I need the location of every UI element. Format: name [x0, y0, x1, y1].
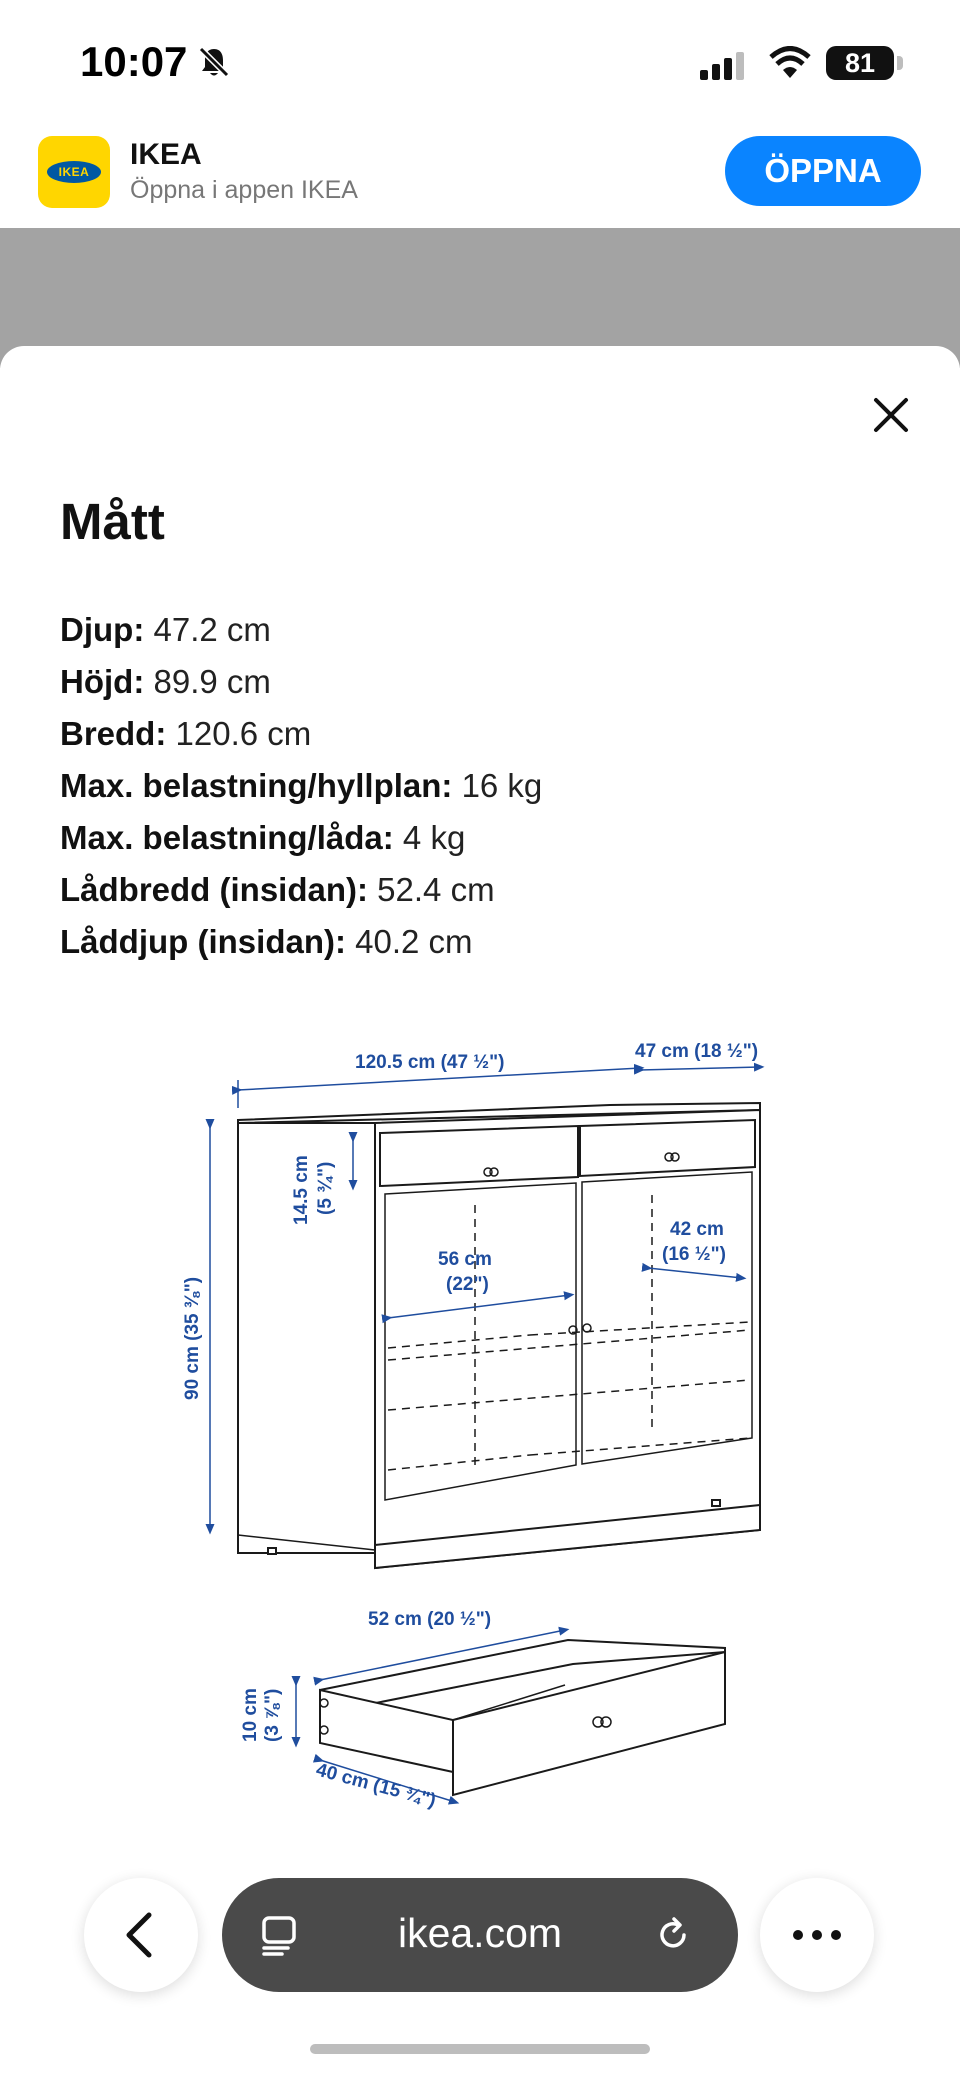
- ikea-logo-text: IKEA: [58, 165, 90, 179]
- dim-shelf-width-inch-label: (22"): [446, 1274, 489, 1295]
- sheet-title: Mått: [60, 493, 165, 550]
- battery-nub: [897, 56, 903, 70]
- dim-drawer-width-label: 52 cm (20 ½"): [368, 1609, 492, 1630]
- spec-row: [60, 864, 542, 916]
- close-icon[interactable]: [868, 392, 914, 438]
- signal-icon: [700, 50, 748, 80]
- dim-shelf-depth-inch-label: (16 ½"): [662, 1244, 726, 1265]
- dim-drawer-height-inch-label: (3 ⅞"): [262, 1688, 283, 1742]
- app-banner: [0, 122, 960, 228]
- back-icon: [84, 1878, 198, 1992]
- spec-row: [60, 812, 542, 864]
- drawer-front-right: [580, 1120, 755, 1176]
- spec-row: [60, 656, 542, 708]
- battery-icon: 81: [826, 46, 894, 80]
- status-time: 10:07: [80, 38, 188, 85]
- wifi-icon: [768, 46, 812, 80]
- back-button[interactable]: [84, 1878, 198, 1992]
- dimension-drawing: [170, 1030, 900, 1840]
- spec-value: 52.4 cm: [377, 871, 495, 908]
- address-bar[interactable]: [222, 1878, 738, 1992]
- spec-row: [60, 916, 542, 968]
- drawer-illustration: [320, 1640, 725, 1795]
- bell-slash-icon: [196, 44, 232, 80]
- spec-label: Max. belastning/hyllplan:: [60, 767, 453, 804]
- spec-value: 89.9 cm: [153, 663, 271, 700]
- spec-value: 120.6 cm: [175, 715, 312, 752]
- dim-drawer-depth-label: 40 cm (15 ¾"): [313, 1759, 439, 1812]
- spec-value: 16 kg: [461, 767, 543, 804]
- spec-label: Max. belastning/låda:: [60, 819, 394, 856]
- dim-drawer-height-inch-label: (5 ¾"): [315, 1161, 336, 1215]
- spec-list: [60, 604, 542, 968]
- spec-label: Bredd:: [60, 715, 167, 752]
- more-button[interactable]: [760, 1878, 874, 1992]
- spec-row: [60, 708, 542, 760]
- spec-label: Höjd:: [60, 663, 145, 700]
- spec-label: Lådbredd (insidan):: [60, 871, 368, 908]
- browser-toolbar: [0, 1860, 960, 2078]
- reload-icon[interactable]: [652, 1914, 694, 1956]
- drawer-front-left: [380, 1126, 578, 1186]
- more-icon: [760, 1878, 874, 1992]
- dim-shelf-depth-label: 42 cm: [670, 1219, 724, 1240]
- open-in-app-button[interactable]: ÖPPNA: [725, 136, 921, 206]
- dim-height-label: 90 cm (35 ⅜"): [182, 1276, 203, 1400]
- spec-label: Låddjup (insidan):: [60, 923, 346, 960]
- banner-app-subtitle: Öppna i appen IKEA: [130, 176, 358, 204]
- dim-shelf-width-label: 56 cm: [438, 1249, 492, 1270]
- banner-app-title: IKEA: [130, 138, 202, 171]
- url-text: ikea.com: [397, 1910, 563, 1956]
- spec-row: [60, 604, 542, 656]
- spec-label: Djup:: [60, 611, 145, 648]
- dim-drawer-height-label: 10 cm: [240, 1688, 261, 1742]
- spec-value: 47.2 cm: [153, 611, 271, 648]
- dim-depth-label: 47 cm (18 ½"): [635, 1041, 759, 1062]
- spec-value: 40.2 cm: [355, 923, 473, 960]
- dim-width-label: 120.5 cm (47 ½"): [355, 1052, 505, 1073]
- home-indicator: [310, 2044, 650, 2054]
- status-bar: [0, 0, 960, 122]
- spec-value: 4 kg: [402, 819, 466, 856]
- dim-drawer-height-label: 14.5 cm: [291, 1155, 312, 1225]
- ikea-app-logo: [38, 136, 110, 208]
- spec-row: [60, 760, 542, 812]
